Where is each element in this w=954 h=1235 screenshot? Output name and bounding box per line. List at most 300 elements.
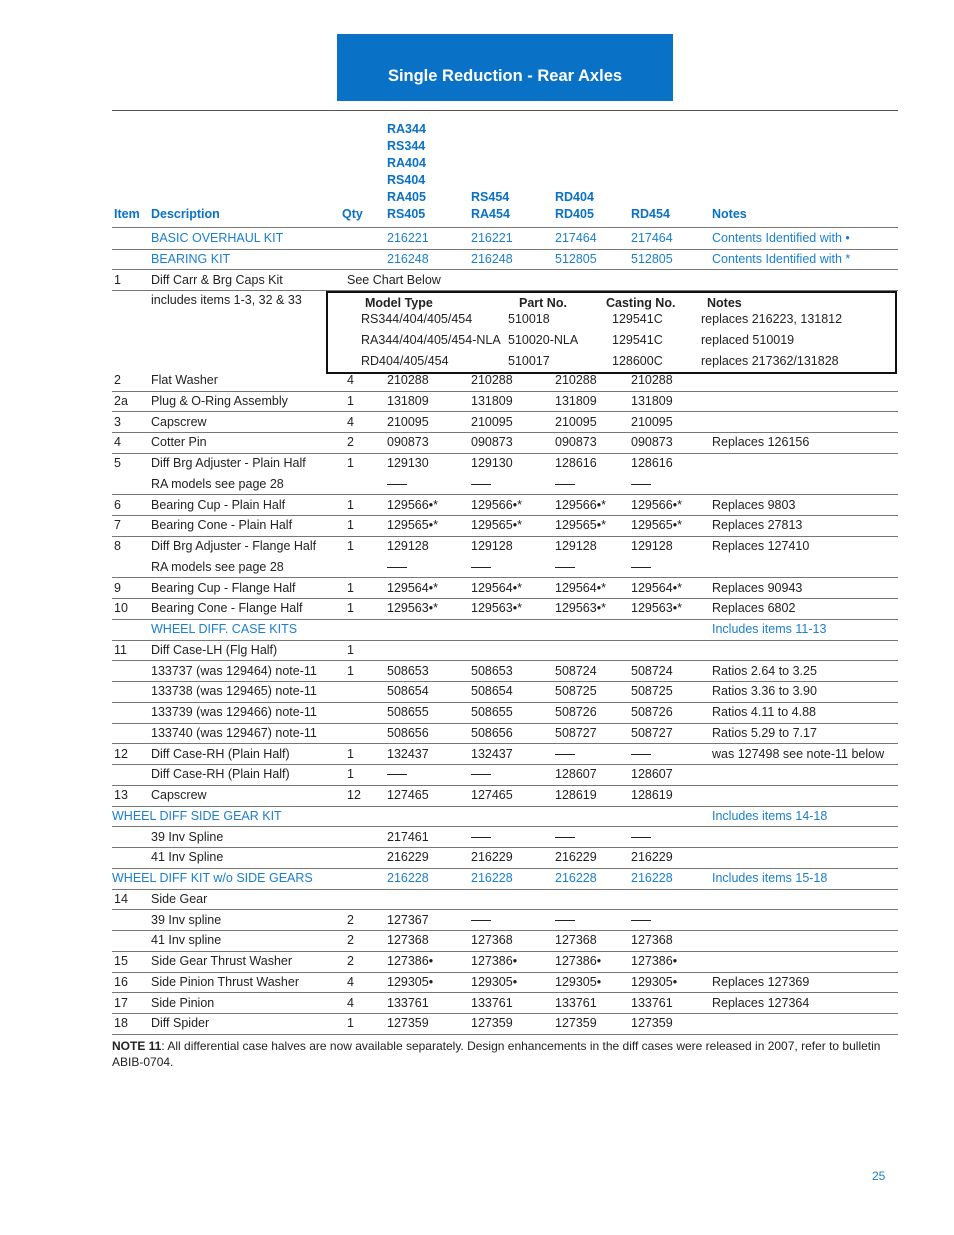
row-part-a: [387, 558, 407, 577]
row-part-c: 128607: [555, 767, 597, 782]
row-part-c: 133761: [555, 995, 597, 1010]
row-part-c: 127386•: [555, 954, 602, 968]
row-qty: 2: [347, 954, 354, 968]
row-part-c: 508726: [555, 705, 597, 719]
row-part-b: 129565•*: [471, 518, 522, 533]
dash-mark: [387, 484, 407, 485]
table-row: [112, 537, 898, 558]
row-part-c: 129563•*: [555, 601, 606, 616]
row-description: Bearing Cone - Plain Half: [151, 518, 293, 533]
row-notes: Replaces 9803: [712, 497, 796, 512]
row-part-a: 508654: [387, 684, 429, 699]
table-row: [112, 807, 898, 828]
dash-mark: [555, 567, 575, 568]
row-part-d: [631, 745, 651, 764]
row-part-b: 129564•*: [471, 580, 522, 595]
table-row: [112, 952, 898, 973]
page-title: Single Reduction - Rear Axles: [387, 67, 623, 85]
table-row: [112, 682, 898, 703]
row-part-b: 129305•: [471, 974, 518, 989]
row-notes: Replaces 90943: [712, 580, 803, 595]
header-model-code: RS454: [471, 190, 510, 204]
table-row: [112, 703, 898, 724]
row-item: 2a: [114, 393, 128, 408]
row-part-a: 508653: [387, 663, 429, 678]
row-notes: Replaces 127364: [712, 995, 810, 1010]
row-part-c: [555, 558, 575, 577]
row-description: Capscrew: [151, 414, 207, 429]
header-model-code: RA404: [387, 156, 426, 170]
row-part-a: 131809: [387, 393, 429, 408]
row-description: BASIC OVERHAUL KIT: [151, 231, 284, 245]
row-qty: 2: [347, 912, 354, 927]
row-part-c: [555, 828, 575, 847]
row-description: 133738 (was 129465) note-11: [151, 684, 317, 699]
table-row: [112, 413, 898, 434]
caps-header-model: Model Type: [365, 296, 433, 310]
table-row: [112, 890, 898, 911]
row-part-b: 133761: [471, 995, 513, 1010]
row-part-a: [387, 765, 407, 784]
row-part-b: 132437: [471, 746, 513, 761]
row-item: 9: [114, 580, 121, 595]
row-part-a: 216228: [387, 871, 429, 885]
caps-header-part: Part No.: [519, 296, 567, 310]
row-description: BEARING KIT: [151, 251, 231, 266]
table-row: [112, 475, 898, 496]
row-part-b: 127465: [471, 788, 513, 802]
row-qty: 1: [347, 456, 354, 470]
row-notes: Ratios 3.36 to 3.90: [712, 684, 817, 699]
row-part-a: 127386•: [387, 954, 434, 968]
row-part-c: 128619: [555, 788, 597, 802]
caps-casting: 128600C: [612, 354, 663, 368]
row-qty: 1: [347, 393, 354, 408]
row-part-d: 508725: [631, 684, 673, 699]
row-description: WHEEL DIFF. CASE KITS: [151, 622, 298, 636]
header-model-code: RA454: [471, 207, 510, 221]
caps-includes: includes items 1-3, 32 & 33: [151, 293, 302, 307]
page-title-banner: [337, 34, 673, 101]
row-part-c: [555, 475, 575, 494]
dash-mark: [471, 837, 491, 838]
row-part-c: 217464: [555, 231, 597, 245]
row-part-b: 090873: [471, 435, 513, 450]
row-part-d: 129305•: [631, 974, 678, 989]
row-part-a: 216229: [387, 850, 429, 865]
row-part-d: 133761: [631, 995, 673, 1010]
row-part-d: 128619: [631, 788, 673, 802]
row-part-d: 508724: [631, 663, 673, 678]
row-description: 133739 (was 129466) note-11: [151, 705, 317, 719]
row-description: 133737 (was 129464) note-11: [151, 663, 317, 678]
row-part-d: 512805: [631, 251, 673, 266]
row-part-d: 216229: [631, 850, 673, 865]
row-description: WHEEL DIFF SIDE GEAR KIT: [112, 808, 282, 823]
row-qty: 1: [347, 580, 354, 595]
row-item: 6: [114, 497, 121, 512]
row-notes: Ratios 5.29 to 7.17: [712, 725, 817, 740]
table-row: [112, 454, 898, 475]
caps-kit-chart: [326, 291, 897, 374]
header-model-code: RA344: [387, 122, 426, 136]
row-part-b: 508654: [471, 684, 513, 699]
row-part-b: 216229: [471, 850, 513, 865]
row-part-a: 217461: [387, 829, 429, 844]
table-row: [112, 848, 898, 869]
row-part-c: 127368: [555, 933, 597, 948]
row-description: Diff Brg Adjuster - Flange Half: [151, 539, 317, 553]
caps-model: RD404/405/454: [361, 354, 449, 368]
row-part-d: 090873: [631, 435, 673, 450]
table-row: [112, 641, 898, 662]
divider: [112, 110, 898, 111]
header-model-code: RD454: [631, 207, 670, 221]
row-item: 1: [114, 272, 121, 287]
row-description: WHEEL DIFF KIT w/o SIDE GEARS: [112, 871, 313, 885]
table-row: [112, 662, 898, 683]
row-part-a: 127368: [387, 933, 429, 948]
row-part-b: [471, 765, 491, 784]
dash-mark: [631, 920, 651, 921]
caps-notes: replaces 216223, 131812: [701, 312, 843, 326]
row-description: 41 Inv Spline: [151, 850, 224, 865]
table-row: [112, 392, 898, 413]
row-description: Side Gear: [151, 891, 208, 906]
header-models-b: [471, 189, 510, 223]
row-description: 133740 (was 129467) note-11: [151, 725, 317, 740]
row-description: Bearing Cup - Plain Half: [151, 497, 286, 512]
row-part-a: 129566•*: [387, 497, 438, 512]
row-part-a: 216221: [387, 231, 429, 245]
dash-mark: [631, 754, 651, 755]
dash-mark: [631, 837, 651, 838]
row-description: Cotter Pin: [151, 435, 207, 450]
table-row: [112, 931, 898, 952]
row-item: 11: [114, 642, 127, 657]
header-model-code: RD405: [555, 207, 594, 221]
row-qty: 1: [347, 601, 354, 616]
row-notes: Replaces 127369: [712, 974, 810, 989]
row-qty: 1: [347, 1016, 354, 1031]
row-part-d: 129563•*: [631, 601, 682, 616]
row-part-b: 210095: [471, 414, 513, 429]
table-row: [112, 765, 898, 786]
row-notes: Ratios 2.64 to 3.25: [712, 663, 817, 678]
row-item: 13: [114, 788, 128, 802]
row-qty: 4: [347, 373, 354, 387]
row-description: Side Pinion Thrust Washer: [151, 974, 299, 989]
row-notes: Replaces 126156: [712, 435, 810, 450]
row-description: 41 Inv spline: [151, 933, 222, 948]
row-part-c: 129564•*: [555, 580, 606, 595]
table-row: [112, 973, 898, 994]
row-part-d: [631, 911, 651, 930]
row-notes: Replaces 27813: [712, 518, 803, 533]
dash-mark: [471, 920, 491, 921]
row-description: Diff Case-LH (Flg Half): [151, 642, 278, 657]
row-part-b: 216228: [471, 871, 513, 885]
row-part-a: 508655: [387, 705, 429, 719]
row-description: 39 Inv Spline: [151, 829, 224, 844]
row-part-b: 508653: [471, 663, 513, 678]
page-number: 25: [872, 1169, 886, 1183]
row-part-a: 129563•*: [387, 601, 438, 616]
row-qty: 2: [347, 435, 354, 450]
row-part-b: 210288: [471, 373, 513, 387]
row-part-c: 508724: [555, 663, 597, 678]
row-description: Diff Brg Adjuster - Plain Half: [151, 456, 306, 470]
row-part-c: 216228: [555, 871, 597, 885]
caps-model: RS344/404/405/454: [361, 312, 473, 326]
row-part-a: 129564•*: [387, 580, 438, 595]
row-part-b: 508655: [471, 705, 513, 719]
row-item: 4: [114, 435, 121, 450]
row-part-a: 133761: [387, 995, 429, 1010]
row-part-d: [631, 558, 651, 577]
row-part-d: 127359: [631, 1016, 673, 1031]
row-part-d: 131809: [631, 393, 673, 408]
row-item: 12: [114, 746, 128, 761]
row-item: 8: [114, 539, 121, 553]
row-notes: Contents Identified with *: [712, 251, 851, 266]
row-part-d: 508726: [631, 705, 673, 719]
header-notes: Notes: [712, 207, 747, 221]
row-part-d: 129564•*: [631, 580, 682, 595]
row-qty: 12: [347, 788, 361, 802]
header-models-a: [387, 121, 426, 223]
row-part-b: 216221: [471, 231, 513, 245]
table-row: [112, 229, 898, 250]
dash-mark: [555, 837, 575, 838]
row-qty: 1: [347, 663, 354, 678]
row-qty: 4: [347, 995, 354, 1010]
row-part-b: 129566•*: [471, 497, 522, 512]
table-row: [112, 620, 898, 641]
row-item: 5: [114, 456, 121, 470]
row-part-d: 216228: [631, 871, 673, 885]
row-part-c: 127359: [555, 1016, 597, 1031]
row-description: Plug & O-Ring Assembly: [151, 393, 288, 408]
row-description: RA models see page 28: [151, 476, 284, 491]
row-description: RA models see page 28: [151, 559, 284, 574]
row-part-c: 128616: [555, 456, 597, 470]
row-qty: 1: [347, 539, 354, 553]
row-notes: Includes items 11-13: [712, 622, 827, 636]
header-model-code: RD404: [555, 190, 594, 204]
row-part-b: 216248: [471, 251, 513, 266]
row-part-b: [471, 475, 491, 494]
row-part-b: 131809: [471, 393, 513, 408]
row-part-a: [387, 475, 407, 494]
row-description: Diff Case-RH (Plain Half): [151, 746, 290, 761]
row-description: Side Gear Thrust Washer: [151, 954, 293, 968]
row-part-b: 129130: [471, 456, 513, 470]
row-part-a: 129305•: [387, 974, 434, 989]
row-notes: Ratios 4.11 to 4.88: [712, 705, 817, 719]
table-row: [112, 786, 898, 807]
header-model-code: RS404: [387, 173, 426, 187]
row-part-c: [555, 911, 575, 930]
caps-model: RA344/404/405/454-NLA: [361, 333, 501, 347]
row-part-d: 508727: [631, 725, 673, 740]
row-part-a: 090873: [387, 435, 429, 450]
row-part-c: 129566•*: [555, 497, 606, 512]
row-part-b: 508656: [471, 725, 513, 740]
row-part-a: 132437: [387, 746, 429, 761]
row-qty: 1: [347, 746, 354, 761]
row-part-d: 127386•: [631, 954, 678, 968]
table-row: [112, 433, 898, 454]
table-row: [112, 599, 898, 620]
header-description: Description: [151, 207, 220, 221]
row-item: 15: [114, 954, 128, 968]
header-item: Item: [114, 207, 140, 221]
caps-notes: replaces 217362/131828: [701, 354, 839, 368]
row-part-a: 210095: [387, 414, 429, 429]
header-models-d: [631, 206, 670, 223]
row-part-c: 210288: [555, 373, 597, 387]
row-item: 10: [114, 601, 128, 616]
row-part-b: 127359: [471, 1016, 513, 1031]
row-part-a: 129128: [387, 539, 429, 553]
dash-mark: [555, 920, 575, 921]
row-part-d: 210095: [631, 414, 673, 429]
table-row: [112, 271, 898, 292]
row-part-a: 127465: [387, 788, 429, 802]
row-part-d: 127368: [631, 933, 673, 948]
row-item: 18: [114, 1016, 128, 1031]
row-item: 14: [114, 891, 128, 906]
row-part-c: 210095: [555, 414, 597, 429]
row-part-a: 508656: [387, 725, 429, 740]
row-part-c: 508727: [555, 725, 597, 740]
table-row: [112, 724, 898, 745]
row-item: 17: [114, 995, 128, 1010]
row-description: Side Pinion: [151, 995, 215, 1010]
row-description: Flat Washer: [151, 373, 218, 387]
row-qty: 4: [347, 414, 354, 429]
row-qty: 1: [347, 497, 354, 512]
table-row: [112, 994, 898, 1015]
dash-mark: [387, 774, 407, 775]
row-part-b: 127368: [471, 933, 513, 948]
row-part-d: 129566•*: [631, 497, 682, 512]
row-part-c: 090873: [555, 435, 597, 450]
row-part-b: 127386•: [471, 954, 518, 968]
row-qty: 2: [347, 933, 354, 948]
table-row: [112, 745, 898, 766]
row-part-d: 210288: [631, 373, 673, 387]
row-part-a: 127367: [387, 912, 429, 927]
row-part-b: [471, 828, 491, 847]
row-notes: Includes items 14-18: [712, 808, 828, 823]
dash-mark: [631, 484, 651, 485]
dash-mark: [631, 567, 651, 568]
row-description: Bearing Cup - Flange Half: [151, 580, 296, 595]
caps-part: 510018: [508, 312, 550, 326]
caps-header-notes: Notes: [707, 296, 742, 310]
table-row: [112, 579, 898, 600]
row-part-c: 508725: [555, 684, 597, 699]
footnote-text: : All differential case halves are now available separately. Design enhancements in the diff cases were released in 2007, refer to bulletin ABIB-0704.: [112, 1039, 881, 1069]
header-model-code: RS405: [387, 207, 426, 221]
dash-mark: [555, 484, 575, 485]
row-description: Capscrew: [151, 788, 207, 802]
header-models-c: [555, 189, 594, 223]
table-row: [112, 911, 898, 932]
caps-notes: replaced 510019: [701, 333, 795, 347]
row-qty: 1: [347, 642, 354, 657]
dash-mark: [471, 774, 491, 775]
table-header: [112, 124, 898, 228]
row-qty: 1: [347, 518, 354, 533]
table-row: [112, 1014, 898, 1035]
caps-casting: 129541C: [612, 312, 663, 326]
row-part-c: 129305•: [555, 974, 602, 989]
header-qty: Qty: [342, 207, 363, 221]
table-row: [112, 558, 898, 579]
caps-casting: 129541C: [612, 333, 663, 347]
row-notes: Replaces 127410: [712, 539, 810, 553]
row-part-c: 216229: [555, 850, 597, 865]
row-description: Diff Carr & Brg Caps Kit: [151, 272, 283, 287]
dash-mark: [555, 754, 575, 755]
row-part-d: 128607: [631, 767, 673, 782]
caps-part: 510017: [508, 354, 550, 368]
dash-mark: [471, 484, 491, 485]
dash-mark: [471, 567, 491, 568]
row-part-a: 129565•*: [387, 518, 438, 533]
row-part-b: 129128: [471, 539, 513, 553]
row-qty: 1: [347, 767, 354, 782]
table-row: [112, 828, 898, 849]
table-row: [112, 516, 898, 537]
row-part-d: 129565•*: [631, 518, 682, 533]
row-item: 7: [114, 518, 121, 533]
row-item: 3: [114, 414, 121, 429]
table-row: [112, 869, 898, 890]
footnote-label: NOTE 11: [112, 1039, 162, 1053]
row-item: 16: [114, 974, 128, 989]
row-notes: Includes items 15-18: [712, 871, 828, 885]
row-notes: Contents Identified with •: [712, 231, 850, 245]
header-model-code: RS344: [387, 139, 426, 153]
table-row: [112, 371, 898, 392]
row-notes: was 127498 see note-11 below: [712, 746, 885, 761]
row-part-c: 131809: [555, 393, 597, 408]
row-part-a: 210288: [387, 373, 429, 387]
row-part-d: 217464: [631, 231, 673, 245]
row-qty: 4: [347, 974, 354, 989]
row-part-b: [471, 911, 491, 930]
row-part-c: 129128: [555, 539, 597, 553]
row-part-c: [555, 745, 575, 764]
row-item: 2: [114, 373, 121, 387]
row-part-d: 129128: [631, 539, 673, 553]
table-row: [112, 250, 898, 271]
caps-part: 510020-NLA: [508, 333, 579, 347]
row-notes: Replaces 6802: [712, 601, 796, 616]
row-description: Diff Spider: [151, 1016, 210, 1031]
row-part-a: 127359: [387, 1016, 429, 1031]
footnote: [112, 1038, 912, 1070]
row-description: 39 Inv spline: [151, 912, 222, 927]
row-part-d: 128616: [631, 456, 673, 470]
dash-mark: [387, 567, 407, 568]
row-description: Diff Case-RH (Plain Half): [151, 767, 290, 782]
row-part-a: 129130: [387, 456, 429, 470]
